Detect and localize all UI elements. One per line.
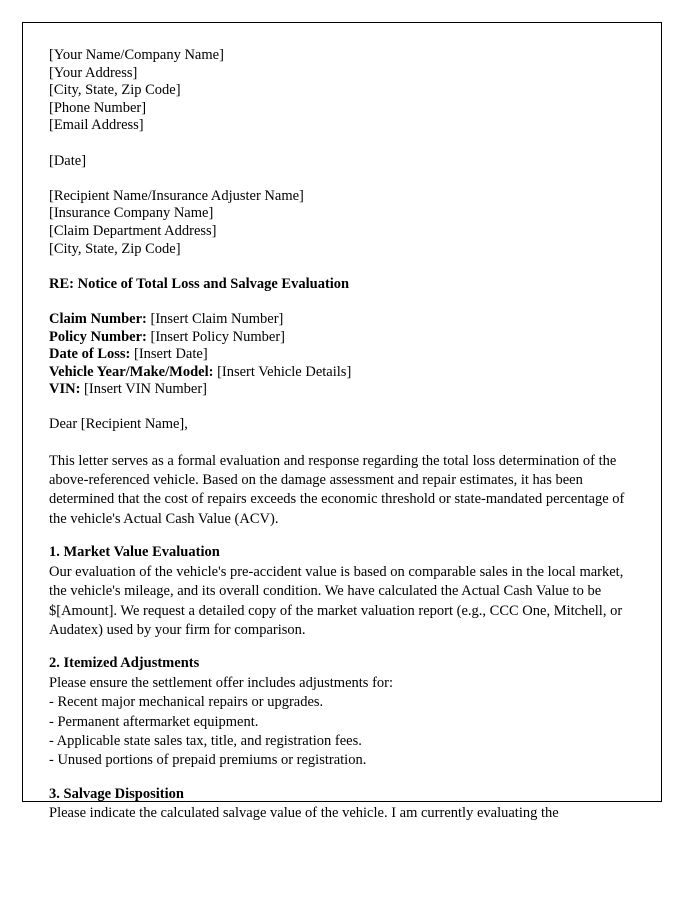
claim-field-value: [Insert Policy Number] — [150, 328, 285, 345]
sender-line: [Your Address] — [49, 64, 138, 81]
subject-line: RE: Notice of Total Loss and Salvage Evaluation — [49, 275, 350, 292]
claim-field-value: [Insert VIN Number] — [84, 381, 207, 398]
claim-field-label: Vehicle Year/Make/Model: — [49, 363, 214, 380]
recipient-line: [Recipient Name/Insurance Adjuster Name] — [49, 187, 304, 204]
spacer — [49, 170, 633, 188]
section-body: Please ensure the settlement offer includes adjustments for: — [49, 674, 394, 691]
intro-paragraph: This letter serves as a formal evaluation and response regarding the total loss determination of the above-referenced vehicle. Based on the damage assessment and repair estimates, it has been determined that the cost of repairs exceeds the economic threshold or state-mandated percentage of the vehicle's Actual Cash Value (ACV). — [49, 452, 625, 527]
claim-field-row — [49, 381, 633, 399]
recipient-line: [Claim Department Address] — [49, 222, 217, 239]
claim-details-block — [49, 311, 633, 399]
recipient-line: [City, State, Zip Code] — [49, 240, 181, 257]
spacer — [49, 640, 633, 654]
section-itemized-adjustments — [49, 654, 633, 770]
salutation-line: Dear [Recipient Name], — [49, 416, 188, 433]
claim-field-value: [Insert Claim Number] — [150, 310, 284, 327]
spacer — [49, 258, 633, 276]
claim-field-row — [49, 364, 633, 382]
spacer — [49, 399, 633, 417]
section-list-item: - Permanent aftermarket equipment. — [49, 713, 259, 730]
claim-field-label: Claim Number: — [49, 310, 147, 327]
claim-field-label: Policy Number: — [49, 328, 147, 345]
sender-line: [Phone Number] — [49, 99, 147, 116]
section-heading: 1. Market Value Evaluation — [49, 544, 220, 561]
section-body: Please indicate the calculated salvage value of the vehicle. I am currently evaluating the — [49, 805, 559, 822]
claim-field-row — [49, 311, 633, 329]
section-list-item: - Recent major mechanical repairs or upgrades. — [49, 694, 324, 711]
claim-field-row — [49, 346, 633, 364]
section-list-item: - Applicable state sales tax, title, and registration fees. — [49, 732, 362, 749]
claim-field-value: [Insert Vehicle Details] — [217, 363, 352, 380]
sender-line: [Email Address] — [49, 117, 144, 134]
section-body: Our evaluation of the vehicle's pre-accident value is based on comparable sales in the local market, the vehicle's mileage, and its overall condition. We have calculated the Actual Cash Value to be $[Amount]. We request a detailed copy of the market valuation report (e.g., CCC One, Mitchell, or Audatex) used by your firm for comparison. — [49, 563, 624, 638]
section-heading: 2. Itemized Adjustments — [49, 655, 200, 672]
spacer — [49, 771, 633, 785]
document-page — [22, 22, 662, 822]
claim-field-row — [49, 329, 633, 347]
spacer — [49, 529, 633, 543]
recipient-address-block — [49, 188, 633, 258]
document-body — [49, 47, 633, 824]
sender-line: [City, State, Zip Code] — [49, 82, 181, 99]
claim-field-value: [Insert Date] — [133, 346, 208, 363]
recipient-line: [Insurance Company Name] — [49, 205, 214, 222]
sender-address-block — [49, 47, 633, 135]
section-market-value — [49, 543, 633, 640]
spacer — [49, 434, 633, 452]
section-salvage-disposition — [49, 785, 633, 824]
section-list-item: - Unused portions of prepaid premiums or registration. — [49, 752, 367, 769]
sender-line: [Your Name/Company Name] — [49, 47, 224, 63]
spacer — [49, 135, 633, 153]
section-heading: 3. Salvage Disposition — [49, 785, 184, 802]
date-line: [Date] — [49, 152, 87, 169]
claim-field-label: VIN: — [49, 381, 81, 398]
claim-field-label: Date of Loss: — [49, 346, 131, 363]
spacer — [49, 293, 633, 311]
